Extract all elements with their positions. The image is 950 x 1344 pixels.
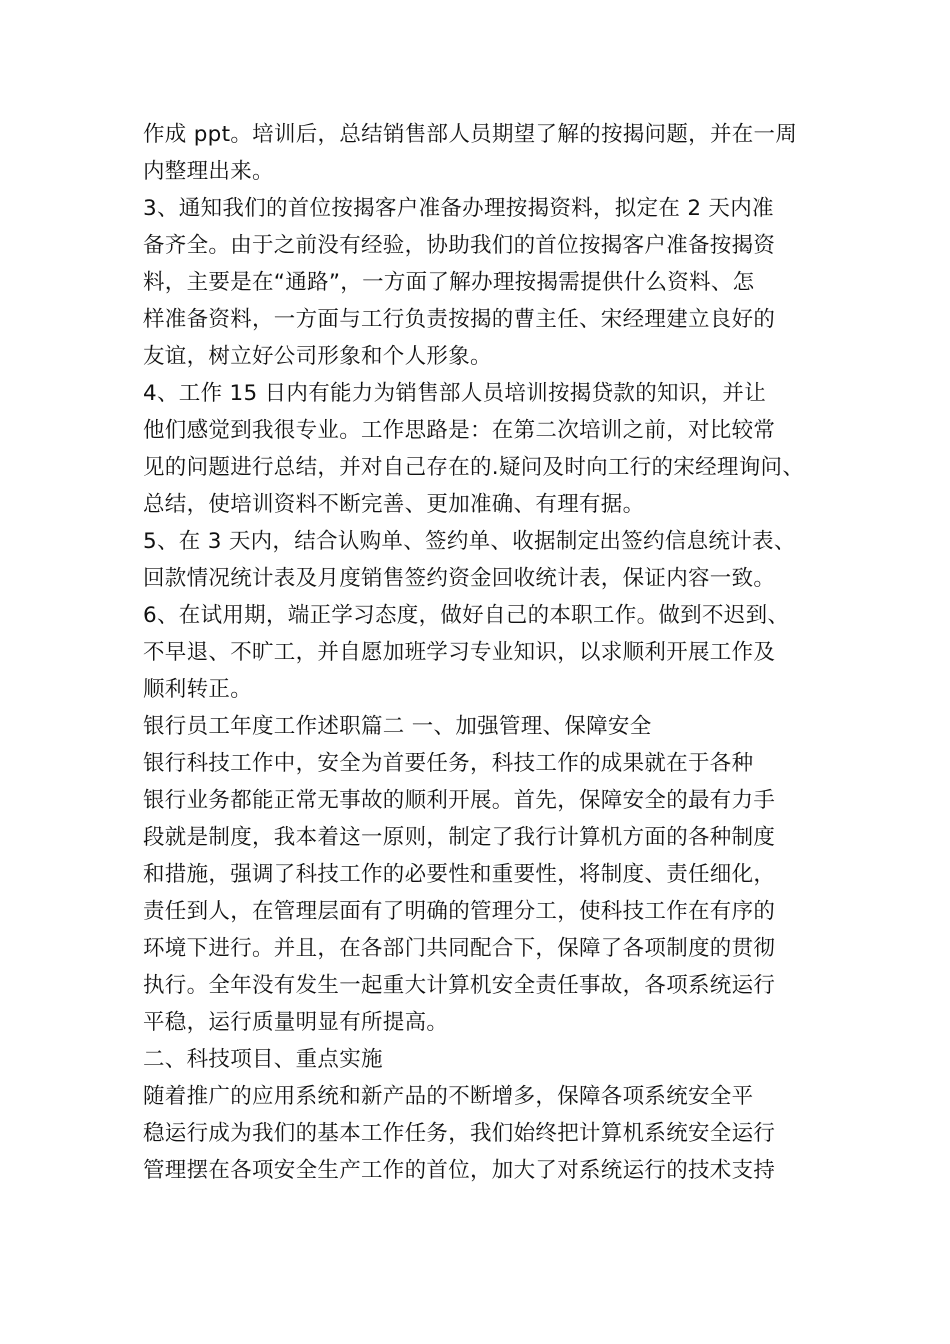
section-heading: 二、科技项目、重点实施 — [143, 1047, 383, 1072]
text-line: 见的问题进行总结，并对自己存在的.疑问及时向工行的宋经理询问、 — [143, 455, 805, 480]
text-line: 内整理出来。 — [143, 159, 274, 184]
text-line: 环境下进行。并且，在各部门共同配合下，保障了各项制度的贯彻 — [143, 936, 776, 961]
text-line: 段就是制度，我本着这一原则，制定了我行计算机方面的各种制度 — [143, 825, 776, 850]
text-line: 5、在 3 天内，结合认购单、签约单、收据制定出签约信息统计表、 — [143, 529, 796, 554]
text-line: 不早退、不旷工，并自愿加班学习专业知识，以求顺利开展工作及 — [143, 640, 776, 665]
text-line: 4、工作 15 日内有能力为销售部人员培训按揭贷款的知识，并让 — [143, 381, 767, 406]
text-line: 随着推广的应用系统和新产品的不断增多，保障各项系统安全平 — [143, 1084, 754, 1109]
text-line: 总结，使培训资料不断完善、更加准确、有理有据。 — [143, 492, 645, 517]
text-line: 3、通知我们的首位按揭客户准备办理按揭资料，拟定在 2 天内准 — [143, 196, 774, 221]
text-line: 责任到人，在管理层面有了明确的管理分工，使科技工作在有序的 — [143, 899, 776, 924]
text-line: 作成 ppt。培训后，总结销售部人员期望了解的按揭问题，并在一周 — [143, 122, 798, 147]
text-line: 顺利转正。 — [143, 677, 253, 702]
text-line: 样准备资料，一方面与工行负责按揭的曹主任、宋经理建立良好的 — [143, 307, 776, 332]
section-heading: 银行员工年度工作述职篇二 一、加强管理、保障安全 — [143, 714, 652, 739]
text-line: 执行。全年没有发生一起重大计算机安全责任事故，各项系统运行 — [143, 973, 776, 998]
text-line: 银行科技工作中，安全为首要任务，科技工作的成果就在于各种 — [143, 751, 754, 776]
text-line: 备齐全。由于之前没有经验，协助我们的首位按揭客户准备按揭资 — [143, 233, 776, 258]
text-line: 6、在试用期，端正学习态度，做好自己的本职工作。做到不迟到、 — [143, 603, 790, 628]
text-line: 平稳，运行质量明显有所提高。 — [143, 1010, 449, 1035]
text-line: 稳运行成为我们的基本工作任务，我们始终把计算机系统安全运行 — [143, 1121, 776, 1146]
text-line: 管理摆在各项安全生产工作的首位，加大了对系统运行的技术支持 — [143, 1158, 776, 1183]
text-line: 料，主要是在“通路”，一方面了解办理按揭需提供什么资料、怎 — [143, 270, 755, 295]
text-line: 回款情况统计表及月度销售签约资金回收统计表，保证内容一致。 — [143, 566, 776, 591]
text-line: 友谊，树立好公司形象和个人形象。 — [143, 344, 492, 369]
text-line: 他们感觉到我很专业。工作思路是：在第二次培训之前，对比较常 — [143, 418, 776, 443]
text-line: 银行业务都能正常无事故的顺利开展。首先，保障安全的最有力手 — [143, 788, 776, 813]
text-line: 和措施，强调了科技工作的必要性和重要性，将制度、责任细化， — [143, 862, 776, 887]
